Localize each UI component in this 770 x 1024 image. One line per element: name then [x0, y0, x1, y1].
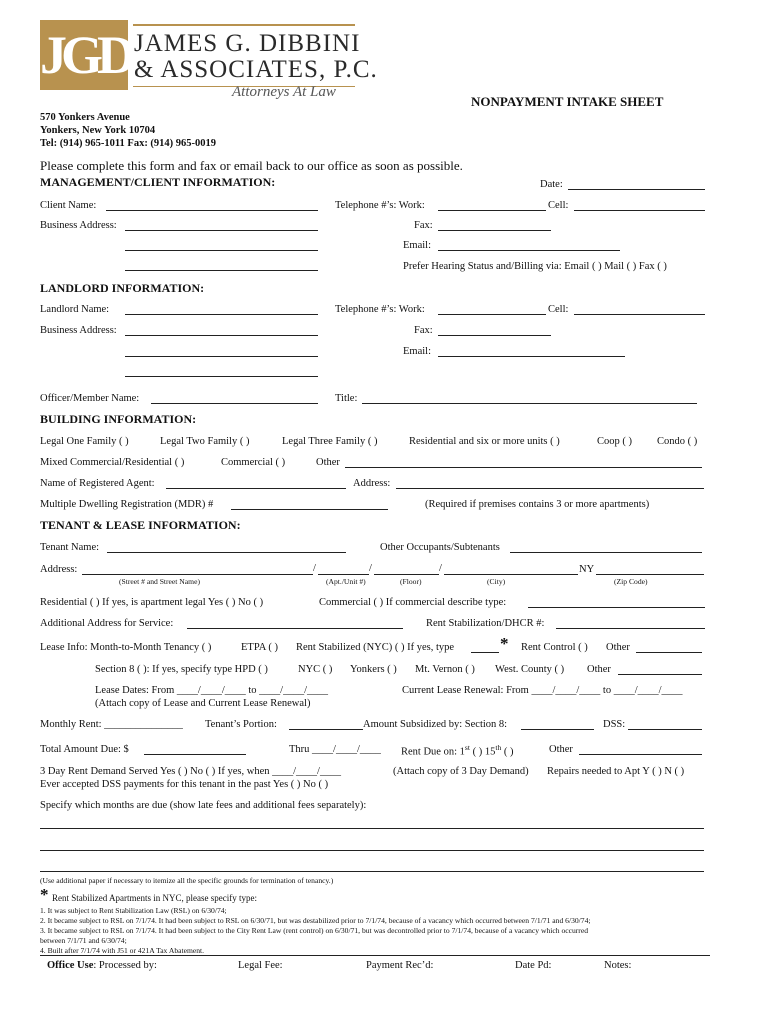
office-use-divider — [40, 955, 710, 956]
date-pd-label: Date Pd: — [515, 960, 552, 971]
building-other-label: Other — [316, 457, 340, 468]
sub-floor-caption: (Floor) — [400, 577, 422, 586]
footnote-item-4: 4. Built after 7/1/74 with J51 or 421A Tax Abatement. — [40, 946, 205, 955]
officer-title-field[interactable] — [362, 403, 697, 404]
client-business-address-field-3[interactable] — [125, 270, 318, 271]
tenant-portion-field[interactable] — [289, 729, 363, 730]
rent-due-options[interactable] — [401, 743, 514, 759]
total-amount-due-field[interactable] — [144, 754, 246, 755]
officer-name-field[interactable] — [151, 403, 318, 404]
total-amount-due-label: Total Amount Due: $ — [40, 744, 129, 755]
landlord-work-phone-field[interactable] — [438, 314, 546, 315]
building-type-two-family[interactable]: Legal Two Family ( ) — [160, 436, 250, 447]
client-business-address-field-1[interactable] — [125, 230, 318, 231]
client-work-phone-field[interactable] — [438, 210, 546, 211]
building-type-condo[interactable]: Condo ( ) — [657, 436, 698, 447]
rent-stabilized-asterisk: * — [500, 634, 509, 653]
client-name-field[interactable] — [106, 210, 318, 211]
landlord-business-address-field-3[interactable] — [125, 376, 318, 377]
months-due-line-1[interactable] — [40, 828, 704, 829]
monthly-rent-field[interactable]: Monthly Rent: _______________ — [40, 719, 183, 730]
specify-months-label: Specify which months are due (show late fees and additional fees separately): — [40, 800, 367, 811]
footnote-item-2: 2. It became subject to RSL on 7/1/74. It had been subject to RSL on 6/30/71, but was destabilized prior to 7/1/74, because of a vacancy which occurred between 7/1/71 and 6/30/74; — [40, 916, 591, 925]
mdr-field[interactable] — [231, 509, 388, 510]
legal-fee-label: Legal Fee: — [238, 960, 283, 971]
landlord-cell-label: Cell: — [548, 304, 569, 315]
sub-apt-caption: (Apt./Unit #) — [326, 577, 366, 586]
building-other-field[interactable] — [345, 467, 702, 468]
tenant-state-label: NY — [579, 564, 595, 575]
building-mixed-option[interactable]: Mixed Commercial/Residential ( ) — [40, 457, 185, 468]
logo-letters: JGD — [40, 25, 130, 85]
rent-due-end: ( ) — [503, 746, 514, 758]
rent-due-other-field[interactable] — [579, 754, 702, 755]
section8-yonkers-option[interactable]: Yonkers ( ) — [350, 664, 397, 675]
building-type-three-family[interactable]: Legal Three Family ( ) — [282, 436, 378, 447]
sub-zip-caption: (Zip Code) — [614, 577, 648, 586]
form-title: NONPAYMENT INTAKE SHEET — [471, 94, 664, 109]
thru-date-field[interactable]: Thru ____/____/____ — [289, 744, 381, 755]
rent-due-sup-th: th — [495, 743, 502, 752]
client-business-address-field-2[interactable] — [125, 250, 318, 251]
commercial-option[interactable]: Commercial ( ) If commercial describe type: — [319, 597, 507, 608]
tenant-heading: TENANT & LEASE INFORMATION: — [40, 518, 241, 532]
footnote-item-3-cont: between 7/1/71 and 6/30/74; — [40, 936, 127, 945]
registered-agent-label: Name of Registered Agent: — [40, 478, 155, 489]
dss-amount-field[interactable] — [628, 729, 702, 730]
building-type-six-plus[interactable]: Residential and six or more units ( ) — [409, 436, 560, 447]
prefer-billing-label[interactable]: Prefer Hearing Status and/Billing via: Email ( ) Mail ( ) Fax ( ) — [403, 261, 667, 272]
attach-lease-note: (Attach copy of Lease and Current Lease Renewal) — [95, 698, 311, 709]
amount-subsidized-label: Amount Subsidized by: Section 8: — [363, 719, 508, 730]
processed-by-label: : Processed by: — [93, 960, 157, 971]
landlord-email-label: Email: — [403, 346, 431, 357]
footnote-title: Rent Stabilized Apartments in NYC, please specify type: — [52, 893, 257, 903]
additional-address-field[interactable] — [187, 628, 403, 629]
firm-tagline: Attorneys At Law — [232, 84, 336, 100]
landlord-fax-field[interactable] — [438, 335, 551, 336]
client-fax-field[interactable] — [438, 230, 551, 231]
footnote-item-3: 3. It became subject to RSL on 7/1/74. It had been subject to the City Rent Law (rent control) on 6/30/71, but was decontrolled prior to 7/1/74, because of a vacancy which occurred — [40, 926, 589, 935]
footnote-item-1: 1. It was subject to Rent Stabilization Law (RSL) on 6/30/74; — [40, 906, 227, 915]
other-occupants-label: Other Occupants/Subtenants — [380, 542, 500, 553]
address-slash-3: / — [439, 563, 442, 574]
tenant-floor-field[interactable] — [374, 574, 439, 575]
tenant-zip-field[interactable] — [596, 574, 704, 575]
firm-name-line2: & ASSOCIATES, P.C. — [134, 56, 378, 83]
footnote-asterisk: * — [40, 885, 49, 904]
payment-recd-label: Payment Rec’d: — [366, 960, 434, 971]
client-email-field[interactable] — [438, 250, 620, 251]
months-due-line-2[interactable] — [40, 850, 704, 851]
section8-mt-vernon-option[interactable]: Mt. Vernon ( ) — [415, 664, 475, 675]
firm-phone-line: Tel: (914) 965-1011 Fax: (914) 965-0019 — [40, 138, 217, 149]
tenant-portion-label: Tenant’s Portion: — [205, 719, 277, 730]
landlord-business-address-field-1[interactable] — [125, 335, 318, 336]
building-heading: BUILDING INFORMATION: — [40, 412, 197, 426]
commercial-type-field[interactable] — [528, 607, 705, 608]
landlord-fax-label: Fax: — [414, 325, 433, 336]
landlord-heading: LANDLORD INFORMATION: — [40, 281, 205, 295]
rent-due-other-label: Other — [549, 744, 573, 755]
additional-address-label: Additional Address for Service: — [40, 618, 174, 629]
lease-other-label: Other — [606, 642, 630, 653]
address-slash-2: / — [369, 563, 372, 574]
landlord-email-field[interactable] — [438, 356, 625, 357]
date-label: Date: — [540, 179, 563, 190]
dss-payments-option[interactable]: Ever accepted DSS payments for this tenant in the past Yes ( ) No ( ) — [40, 779, 329, 790]
landlord-cell-field[interactable] — [574, 314, 705, 315]
office-use-label: Office Use — [47, 960, 94, 971]
logo-rule-top — [133, 24, 355, 26]
section8-amount-field[interactable] — [521, 729, 594, 730]
section8-nyc-option[interactable]: NYC ( ) — [298, 664, 333, 675]
officer-name-label: Officer/Member Name: — [40, 393, 140, 404]
mdr-note: (Required if premises contains 3 or more apartments) — [425, 499, 650, 510]
tenant-apt-field[interactable] — [318, 574, 369, 575]
sub-street-caption: (Street # and Street Name) — [119, 577, 200, 586]
rent-stabilization-dhcr-label: Rent Stabilization/DHCR #: — [426, 618, 545, 629]
client-telephone-label: Telephone #’s: Work: — [335, 200, 425, 211]
tenant-street-field[interactable] — [82, 574, 313, 575]
landlord-telephone-label: Telephone #’s: Work: — [335, 304, 425, 315]
months-due-line-3[interactable] — [40, 871, 704, 872]
section8-hpd-option[interactable]: Section 8 ( ): If yes, specify type HPD ( ) — [95, 664, 268, 675]
section8-other-label: Other — [587, 664, 611, 675]
current-renewal-field[interactable]: Current Lease Renewal: From ____/____/____ to ____/____/____ — [402, 685, 683, 696]
section8-west-county-option[interactable]: West. County ( ) — [495, 664, 565, 675]
landlord-name-label: Landlord Name: — [40, 304, 110, 315]
lease-dates-field[interactable]: Lease Dates: From ____/____/____ to ____/____/____ — [95, 685, 329, 696]
rent-due-label: Rent Due on: 1 — [401, 746, 465, 758]
residential-option[interactable]: Residential ( ) If yes, is apartment legal Yes ( ) No ( ) — [40, 597, 264, 608]
lease-other-field[interactable] — [636, 652, 702, 653]
etpa-option[interactable]: ETPA ( ) — [241, 642, 278, 653]
rent-due-mid: ( ) 15 — [472, 746, 496, 758]
client-cell-label: Cell: — [548, 200, 569, 211]
firm-name-line1: JAMES G. DIBBINI — [134, 30, 361, 57]
rent-stabilized-option[interactable]: Rent Stabilized (NYC) ( ) If yes, type — [296, 642, 455, 653]
rent-due-sup-st: st — [464, 743, 470, 752]
landlord-business-address-field-2[interactable] — [125, 356, 318, 357]
address-slash-1: / — [313, 563, 316, 574]
firm-address-line2: Yonkers, New York 10704 — [40, 125, 156, 136]
attach-demand-note: (Attach copy of 3 Day Demand) — [393, 766, 529, 777]
three-day-demand-field[interactable]: 3 Day Rent Demand Served Yes ( ) No ( ) If yes, when ____/____/____ — [40, 766, 341, 777]
tenant-city-field[interactable] — [444, 574, 578, 575]
rent-stabilized-type-field[interactable] — [471, 652, 499, 653]
section8-other-field[interactable] — [618, 674, 702, 675]
registered-agent-field[interactable] — [166, 488, 346, 489]
client-business-address-label: Business Address: — [40, 220, 117, 231]
building-type-one-family[interactable]: Legal One Family ( ) — [40, 436, 129, 447]
registered-agent-address-field[interactable] — [396, 488, 704, 489]
firm-address-line1: 570 Yonkers Avenue — [40, 112, 130, 123]
tenant-name-label: Tenant Name: — [40, 542, 100, 553]
building-type-coop[interactable]: Coop ( ) — [597, 436, 632, 447]
rent-control-option[interactable]: Rent Control ( ) — [521, 642, 588, 653]
landlord-business-address-label: Business Address: — [40, 325, 117, 336]
tenant-name-field[interactable] — [107, 552, 346, 553]
repairs-needed-option[interactable]: Repairs needed to Apt Y ( ) N ( ) — [547, 766, 685, 777]
officer-title-label: Title: — [335, 393, 358, 404]
rent-stabilization-dhcr-field[interactable] — [556, 628, 705, 629]
other-occupants-field[interactable] — [510, 552, 702, 553]
sub-city-caption: (City) — [487, 577, 506, 586]
lease-info-m2m-option[interactable]: Lease Info: Month-to-Month Tenancy ( ) — [40, 642, 212, 653]
instructions: Please complete this form and fax or email back to our office as soon as possible. — [40, 158, 463, 173]
registered-agent-address-label: Address: — [353, 478, 391, 489]
client-fax-label: Fax: — [414, 220, 433, 231]
additional-paper-note: (Use additional paper if necessary to itemize all the specific grounds for termination of tenancy.) — [40, 876, 334, 885]
date-field[interactable] — [568, 189, 705, 190]
client-email-label: Email: — [403, 240, 431, 251]
client-name-label: Client Name: — [40, 200, 97, 211]
notes-label: Notes: — [604, 960, 632, 971]
tenant-address-label: Address: — [40, 564, 78, 575]
client-cell-field[interactable] — [574, 210, 705, 211]
building-commercial-option[interactable]: Commercial ( ) — [221, 457, 286, 468]
firm-logo-mark — [40, 20, 128, 90]
dss-label: DSS: — [603, 719, 626, 730]
mdr-label: Multiple Dwelling Registration (MDR) # — [40, 499, 214, 510]
management-heading: MANAGEMENT/CLIENT INFORMATION: — [40, 175, 276, 189]
office-use-row — [47, 959, 157, 972]
landlord-name-field[interactable] — [125, 314, 318, 315]
